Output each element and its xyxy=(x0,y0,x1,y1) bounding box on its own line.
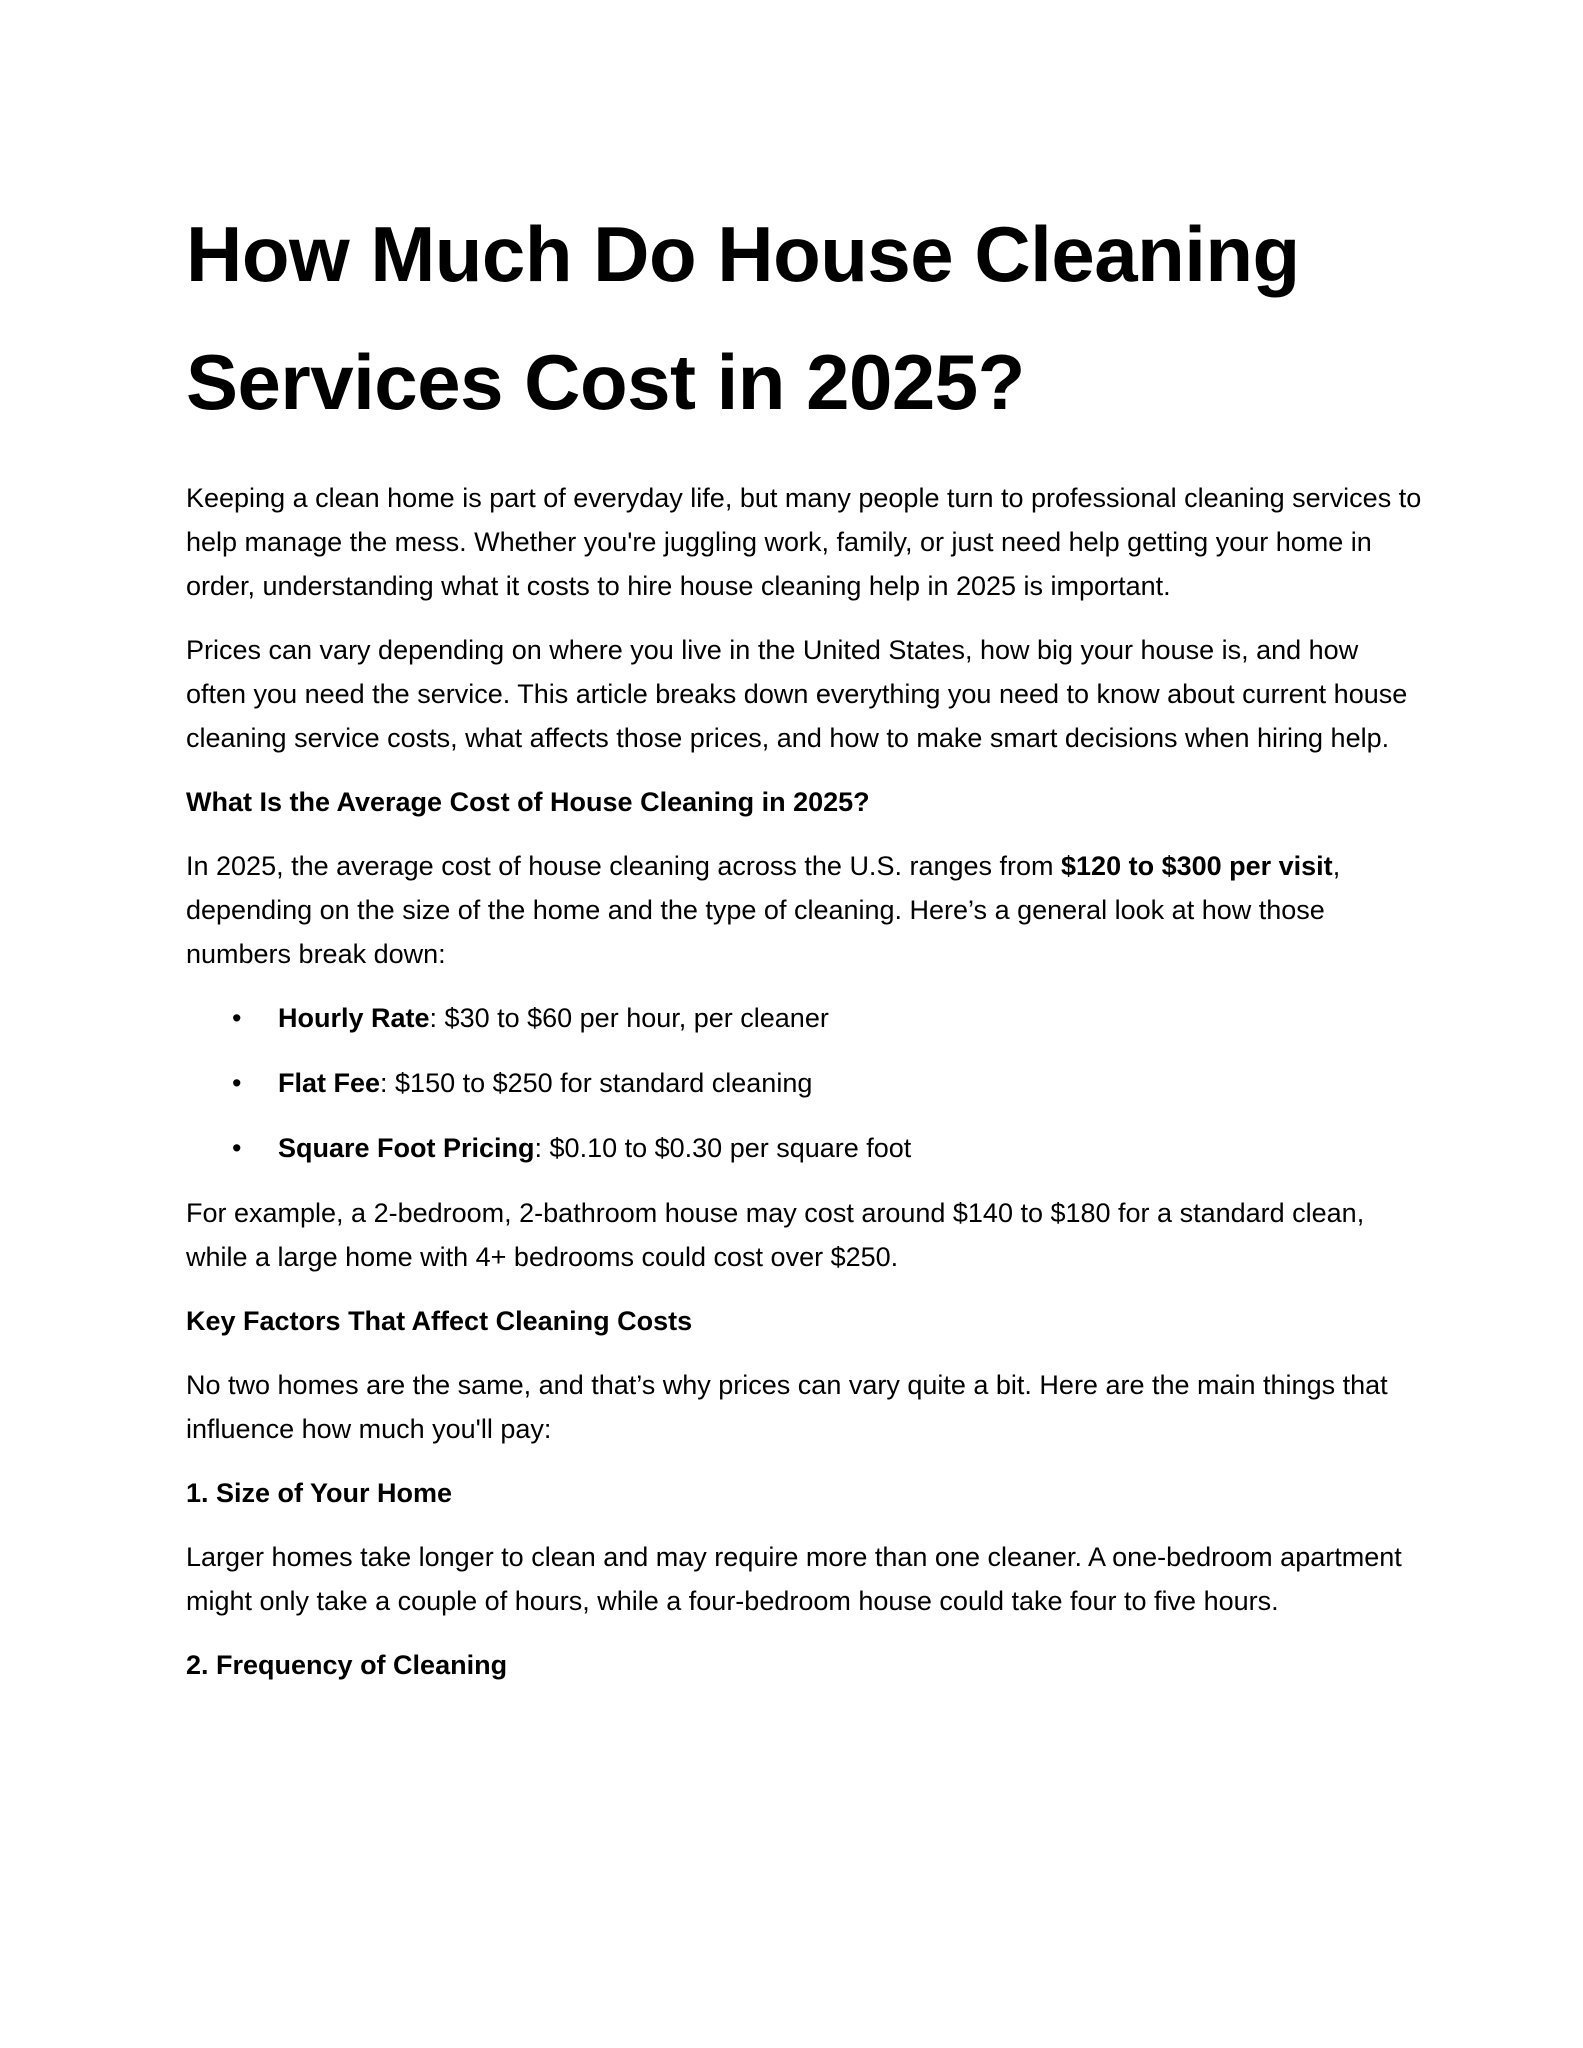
size-heading: 1. Size of Your Home xyxy=(186,1478,453,1508)
average-cost-paragraph xyxy=(186,844,1423,976)
pricing-list xyxy=(186,996,1423,1170)
list-item-text: : $30 to $60 per hour, per cleaner xyxy=(429,1003,829,1033)
list-item xyxy=(232,1126,1423,1170)
intro-paragraph-2: Prices can vary depending on where you live in the United States, how big your house is, and how often you need the service. This article breaks down everything you need to know about current house cleaning service costs, what affects those prices, and how to make smart decisions when hiring help. xyxy=(186,635,1408,753)
list-item-text: : $150 to $250 for standard cleaning xyxy=(380,1068,813,1098)
page-title: How Much Do House Cleaning Services Cost in 2025? xyxy=(186,210,1300,426)
list-item-label: Hourly Rate xyxy=(278,1003,430,1033)
bullet-icon: • xyxy=(232,1003,242,1033)
size-paragraph: Larger homes take longer to clean and may require more than one cleaner. A one-bedroom apartment might only take a couple of hours, while a four-bedroom house could take four to five hours. xyxy=(186,1542,1402,1616)
list-item xyxy=(232,996,1423,1040)
average-cost-range: $120 to $300 per visit xyxy=(1061,851,1333,881)
intro-paragraph-1: Keeping a clean home is part of everyday life, but many people turn to professional cleaning services to help manage the mess. Whether you're juggling work, family, or just need help getting your home in order, understanding what it costs to hire house cleaning help in 2025 is important. xyxy=(186,483,1422,601)
list-item-label: Flat Fee xyxy=(278,1068,381,1098)
average-cost-heading: What Is the Average Cost of House Cleaning in 2025? xyxy=(186,787,870,817)
average-cost-text-end: , depending on the size of the home and the type of cleaning. Here’s a general look at how those numbers break down: xyxy=(186,851,1341,969)
average-cost-text-start: In 2025, the average cost of house cleaning across the U.S. ranges from xyxy=(186,851,1062,881)
key-factors-heading: Key Factors That Affect Cleaning Costs xyxy=(186,1306,693,1336)
bullet-icon: • xyxy=(232,1068,242,1098)
frequency-heading: 2. Frequency of Cleaning xyxy=(186,1650,508,1680)
key-factors-intro: No two homes are the same, and that’s why prices can vary quite a bit. Here are the main things that influence how much you'll pay: xyxy=(186,1370,1388,1444)
bullet-icon: • xyxy=(232,1133,242,1163)
list-item xyxy=(232,1061,1423,1105)
example-paragraph: For example, a 2-bedroom, 2-bathroom house may cost around $140 to $180 for a standard clean, while a large home with 4+ bedrooms could cost over $250. xyxy=(186,1198,1365,1272)
list-item-text: : $0.10 to $0.30 per square foot xyxy=(534,1133,912,1163)
list-item-label: Square Foot Pricing xyxy=(278,1133,535,1163)
